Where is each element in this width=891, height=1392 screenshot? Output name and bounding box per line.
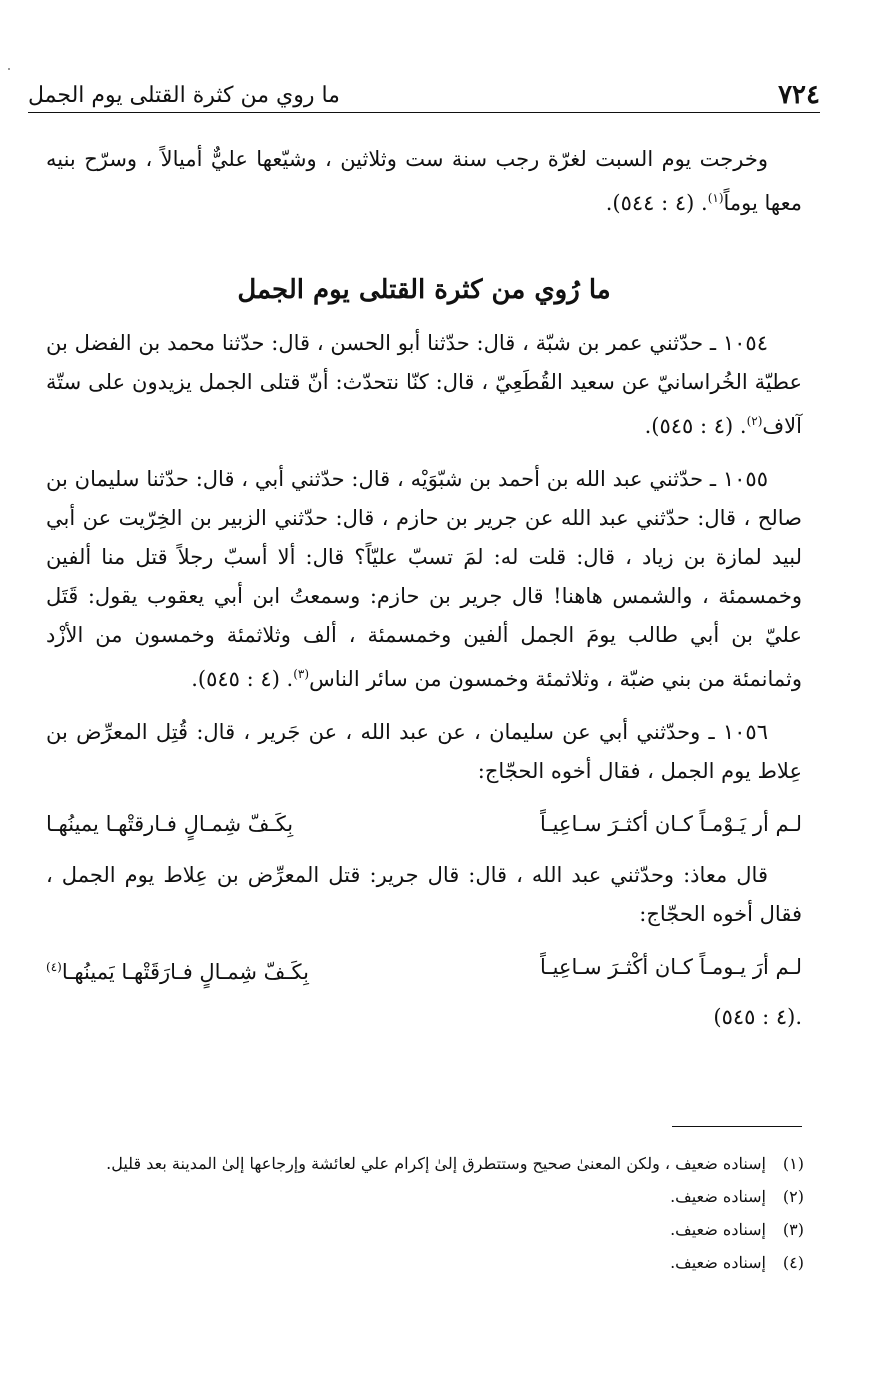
footnote-text: إسناده ضعيف. <box>670 1220 766 1239</box>
footnote <box>28 1249 804 1276</box>
footnote <box>28 1216 804 1243</box>
note-mark: (٢) <box>746 414 763 428</box>
main-text <box>46 140 802 1037</box>
verse-second-hemistich: بِكَـفّ شِمـالٍ فـارقتْهـا يمينُهـا <box>46 812 294 836</box>
intro-text: وخرجت يوم السبت لغرّة رجب سنة ست وثلاثين ، وشيّعها عليٌّ أميالاً ، وسرّح بنيه معها يوماً <box>46 147 802 215</box>
note-mark: (٣) <box>293 667 310 681</box>
verse-first-hemistich: لـم أر يَـوْمـاً كـان أكثـرَ سـاعِيـاً <box>540 812 802 836</box>
footnotes <box>28 1150 804 1282</box>
footnote-number: (٣) <box>782 1220 804 1239</box>
narration-1054 <box>46 324 802 446</box>
narration-text: ١٠٥٤ ـ حدّثني عمر بن شبّة ، قال: حدّثنا أبو الحسن ، قال: حدّثنا محمد بن الفضل بن عطيّة الخُراسانيّ عن سعيد القُطَعِيّ ، قال: كنّا نتحدّث: أنّ قتلى الجمل يزيدون على ستّة آلاف <box>46 331 802 438</box>
section-title: ما رُوي من كثرة القتلى يوم الجمل <box>237 275 611 305</box>
source-ref: . (٤ : ٥٤٥). <box>644 414 747 438</box>
page-number: ٧٢٤ <box>778 80 820 110</box>
footnote-number: (١) <box>782 1154 804 1173</box>
note-mark: (١) <box>707 191 724 205</box>
footnote-text: إسناده ضعيف. <box>670 1187 766 1206</box>
verse-line <box>46 805 802 844</box>
source-ref: . (٤ : ٥٤٥). <box>191 667 294 691</box>
footnote-number: (٢) <box>782 1187 804 1206</box>
footnote-divider <box>672 1126 802 1127</box>
footnote-number: (٤) <box>782 1253 804 1272</box>
source-ref: . (٤ : ٥٤٤). <box>605 191 708 215</box>
verse-line <box>46 948 802 992</box>
source-ref: .(٤ : ٥٤٥) <box>713 1005 802 1029</box>
verse-second-hemistich-with-note <box>46 948 309 992</box>
note-mark: (٤) <box>46 960 62 974</box>
footnote-text: إسناده ضعيف ، ولكن المعنىٰ صحيح وستتطرق إلىٰ إكرام علي لعائشة وإرجاعها إلىٰ المدينة بعد قليل. <box>106 1154 766 1173</box>
narration-text: ١٠٥٥ ـ حدّثني عبد الله بن أحمد بن شبّوَيْه ، قال: حدّثني أبي ، قال: حدّثنا سليمان بن صالح ، قال: حدّثني عبد الله عن جرير بن حازم ، قال: حدّثني الزبير بن الخِرّيت عن أبي لبيد لمازة بن زياد ، قال: قلت له: لمَ تسبّ عليّاً؟ قال: ألا أسبّ رجلاً قتل منا ألفين وخمسمئة ، والشمس هاهنا! قال جرير بن حازم: وسمعتُ ابن أبي يعقوب يقول: قَتَل عليّ بن أبي طالب يومَ الجمل ألفين وخمسمئة ، ألف وثلاثمئة وخمسون من الأزْد وثمانمئة من بني ضبّة ، وثلاثمئة وخمسون من سائر الناس <box>46 467 802 691</box>
muadh-paragraph <box>46 856 802 934</box>
page-header <box>28 78 820 113</box>
footnote-text: إسناده ضعيف. <box>670 1253 766 1272</box>
verse-first-hemistich: لـم أرَ يـومـاً كـان أكْثـرَ سـاعِيـاً <box>540 955 802 979</box>
narration-text: ١٠٥٦ ـ وحدّثني أبي عن سليمان ، عن عبد الله ، عن جَرير ، قال: قُتِل المعرِّض بن عِلاط يوم الجمل ، فقال أخوه الحجّاج: <box>46 720 802 783</box>
scan-speck <box>8 68 10 70</box>
intro-paragraph <box>46 140 802 223</box>
narration-1056 <box>46 713 802 791</box>
narration-1055 <box>46 460 802 699</box>
running-title: ما روي من كثرة القتلى يوم الجمل <box>28 82 340 108</box>
footnote <box>28 1150 804 1177</box>
verse-second-hemistich: بِكَـفّ شِمـالٍ فـارَقَتْهـا يَمينُهـا <box>61 960 309 984</box>
footnote <box>28 1183 804 1210</box>
narration-text: قال معاذ: وحدّثني عبد الله ، قال: قال جرير: قتل المعرِّض بن عِلاط يوم الجمل ، فقال أخوه الحجّاج: <box>46 863 802 926</box>
